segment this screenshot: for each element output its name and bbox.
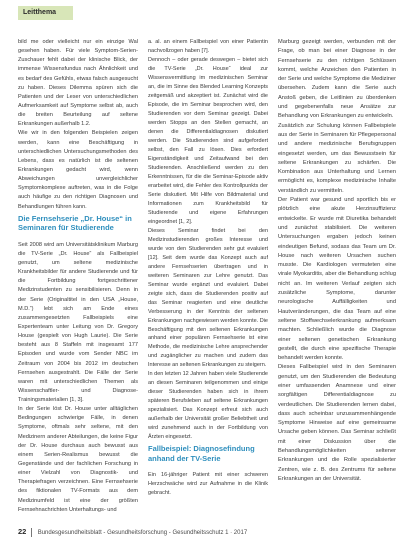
body-paragraph: bild me oder vielleicht nur ein einzige Wal gesehen haben. Für viele Symptom-Serien-Zuschauer fehlt dabei der klinische Blick, der immense Wissensfundus nach Ähnlichkeit und es bedarf des Gefühls, etwas falsch ausgesucht zu haben. Dieses Dilemma spüren sich die Patienten und der Leser von unterschiedlichen Aufmerksamkeit auf Symptome selbst ab, auch die breiten Beurteilung auf seltene Erkrankungen außerhalb 1.2.	[18, 39, 138, 128]
journal-citation: Bundesgesundheitsblatt - Gesundheitsforschung - Gesundheitsschutz 1 · 2017	[37, 530, 248, 536]
section-heading: Die Fernsehserie „Dr. House“ in Seminaren für Studierende	[18, 213, 132, 233]
body-paragraph: Dennoch – oder gerade deswegen – bietet sich die TV-Serie „Dr. House“ ideal zur Wissensvermittlung im medizinischen Seminar an, die im Sinne des Blended Learning Konzepts zeitgemäß und akzeptiert ist. Zunächst wird die Episode, die im Seminar besprochen wird, den Studierenden vor dem Seminar gezeigt. Dabei werden Stopps an den Stellen gemacht, an denen die Differentialdiagnosen diskutiert werden. Die Studierenden sind aufgefordert selbst, den Fall zu lösen. Dies erfordert Eigenständigkeit und Zeitaufwand bei den Studierenden. Anschließend werden zu den Erkenntnissen, für die die Seminar-Episode aktiv erarbeitet wird, die Fehler des Kontrollpunkts der Serie diskutiert. Mit Hilfe von Bildmaterial und Informationen zum Krankheitsbild für Studierende und eigene Erfahrungen eingeordnet [1, 2].	[148, 56, 268, 225]
body-paragraph: Der Patient war gesund und sportlich bis er plötzlich eine akute Herzinsuffizienz entwickelte. Er wurde mit Diuretika behandelt und zunächst stabilisiert. Die weiteren Untersuchungen ergaben jedoch keinen eindeutigen Befund, sodass das Team um Dr. House nach weiteren Ursachen suchen musste. Die Kardiologen vermuteten eine virale Myokarditis, aber die Behandlung schlug nicht an. Im weiteren Verlauf zeigten sich zusätzliche Symptome, darunter neurologische Auffälligkeiten und Hautveränderungen, die das Team auf eine seltene Stoffwechselerkrankung aufmerksam machten. Schließlich wurde die Diagnose einer seltenen genetischen Erkrankung gestellt, die durch eine spezifische Therapie behandelt werden konnte.	[278, 197, 396, 362]
body-paragraph: Seit 2008 wird am Universitätsklinikum Marburg die TV-Serie „Dr. House“ als Fallbeispiel genutzt, um seltene medizinische Krankheitsbilder für andere Studierende und für die Fortbildung fortgeschrittener Medizinstudenten zu sensibilisieren. Denn in der Serie (Originaltitel in den USA „House, M.D.“) lebt sich am Ende eines zusammengesetzten Fallbeispiels eine Expertenteam unter Leitung von Dr. Gregory House (gespielt von Hugh Laurie). Die Serie besteht aus 8 Staffeln mit insgesamt 177 Episoden und wurde vom Sender NBC im Zeitraum von 2004 bis 2012 im deutschen Fernsehen ausgestrahlt. Die Fälle der Serie waren mit unterschiedlichen Themen als Wissenschaftler- und Diagnose-Trainingsmaterialien [1, 3].	[18, 241, 138, 404]
page-header	[0, 0, 413, 30]
section-label: Leitthema	[18, 6, 73, 20]
footer-divider	[31, 528, 32, 537]
body-paragraph: Ein 16-jähriger Patient mit einer schweren Herzschwäche wird zur Aufnahme in die Klinik gebracht.	[148, 472, 268, 497]
page-number: 22	[18, 527, 27, 536]
text-column-right	[278, 38, 396, 484]
page-footer	[18, 524, 398, 540]
body-paragraph: In den letzten 12 Jahren haben viele Studierende an diesen Seminaren teilgenommen und einige dieser Studierenden haben sich in ihrem späteren Berufsleben auf seltene Erkrankungen spezialisiert. Das Konzept erfreut sich auch außerhalb der Universität großer Beliebtheit und wird zunehmend auch in der Fortbildung von Ärzten eingesetzt.	[148, 371, 268, 441]
text-column-middle	[148, 38, 268, 498]
body-paragraph: Dieses Seminar findet bei den Medizinstudierenden großes Interesse und wurde von den Studierenden sehr gut evaluiert [12]. Seit dem wurde das Konzept auch auf andere Fernsehserien übertragen und in weiteren Seminaren zur Lehre genutzt. Das Seminar wurde ergänzt und evaluiert. Dabei zeigte sich, dass die Studierenden positiv auf das Seminar reagierten und eine deutliche Verbesserung in der Kenntnis der seltenen Erkrankungen nachgewiesen werden konnte. Die Beschäftigung mit den seltenen Erkrankungen anhand einer populären Fernsehserie ist eine Methode, die medizinische Lehre ansprechender und zugänglicher zu machen und zudem das Interesse an seltenen Erkrankungen zu steigern.	[148, 227, 268, 369]
body-paragraph: a. al. an einem Fallbeispiel von einer Patientin nachvollzogen haben [7].	[148, 39, 268, 54]
body-paragraph: In der Serie löst Dr. House unter alltäglichen Bedingungen schwierige Fälle, in denen Symptome, oftmals sehr seltene, mit den Medizinern anderer Abteilungen, die keine Figur der Dr. House durchaus auch bewusst aus einem Serien-Realismus bewusst die Gegenstände und der fachlichen Forschung in einer Vielzahl von Diagnostik- und Therapiefragen verzeichnen. Eine Fernsehserie des fiktionalen TV-Formats aus dem Medizinumfeld ist eine der größten Fernsehnachrichten Unterhaltungs- und	[18, 406, 138, 513]
section-heading: Fallbeispiel: Diagnosefindung anhand der TV-Serie	[148, 444, 255, 463]
body-paragraph: Zusätzlich zur Schulung können Fallbeispiele aus der Serie in Seminaren für Pflegepersonal und andere medizinische Berufsgruppen eingesetzt werden, um das Bewusstsein für seltene Erkrankungen zu schärfen. Die Kombination aus Unterhaltung und Lernen ermöglicht es, komplexe medizinische Inhalte verständlich zu vermitteln.	[278, 122, 396, 194]
text-column-left	[18, 38, 138, 515]
body-paragraph: Wie wir in den folgenden Beispielen zeigen werden, kann eine Beschäftigung in unterschiedlichen Untersuchungsmethoden des Lebens, dass es natürlich ist die seltenen Erkrankungen gedacht wird, wenn Abweichungen unvergleichlicher Symptomkomplexe auftreten, was in die Folge auch häufige zu den richtigen Diagnosen und Behandlungen führen kann.	[18, 130, 138, 210]
body-paragraph: Dieses Fallbeispiel wird in den Seminaren genutzt, um den Studierenden die Bedeutung einer umfassenden Anamnese und einer sorgfältigen Differentialdiagnose zu verdeutlichen. Die Studierenden lernen dabei, dass auch scheinbar unzusammenhängende Symptome Hinweise auf eine gemeinsame Ursache geben können. Das Seminar schließt mit einer Diskussion über die Behandlungsmöglichkeiten seltener Erkrankungen und die Rolle spezialisierter Zentren, wie z. B. des Zentrums für seltene Erkrankungen an der Universität.	[278, 364, 396, 482]
body-paragraph: Marburg gezeigt werden, verbunden mit der Frage, ob man bei einer Diagnose in der Fernsehserie zu den richtigen Schlüssen kommt, welche Anzeichen den Patienten in der Serie und welche Symptome die Mediziner übersehen. Zudem kann die Serie auch Anstoß geben, die Leitlinien zu überdenken und gegebenenfalls neue Ansätze zur Behandlung von Erkrankungen zu entwickeln.	[278, 39, 396, 120]
